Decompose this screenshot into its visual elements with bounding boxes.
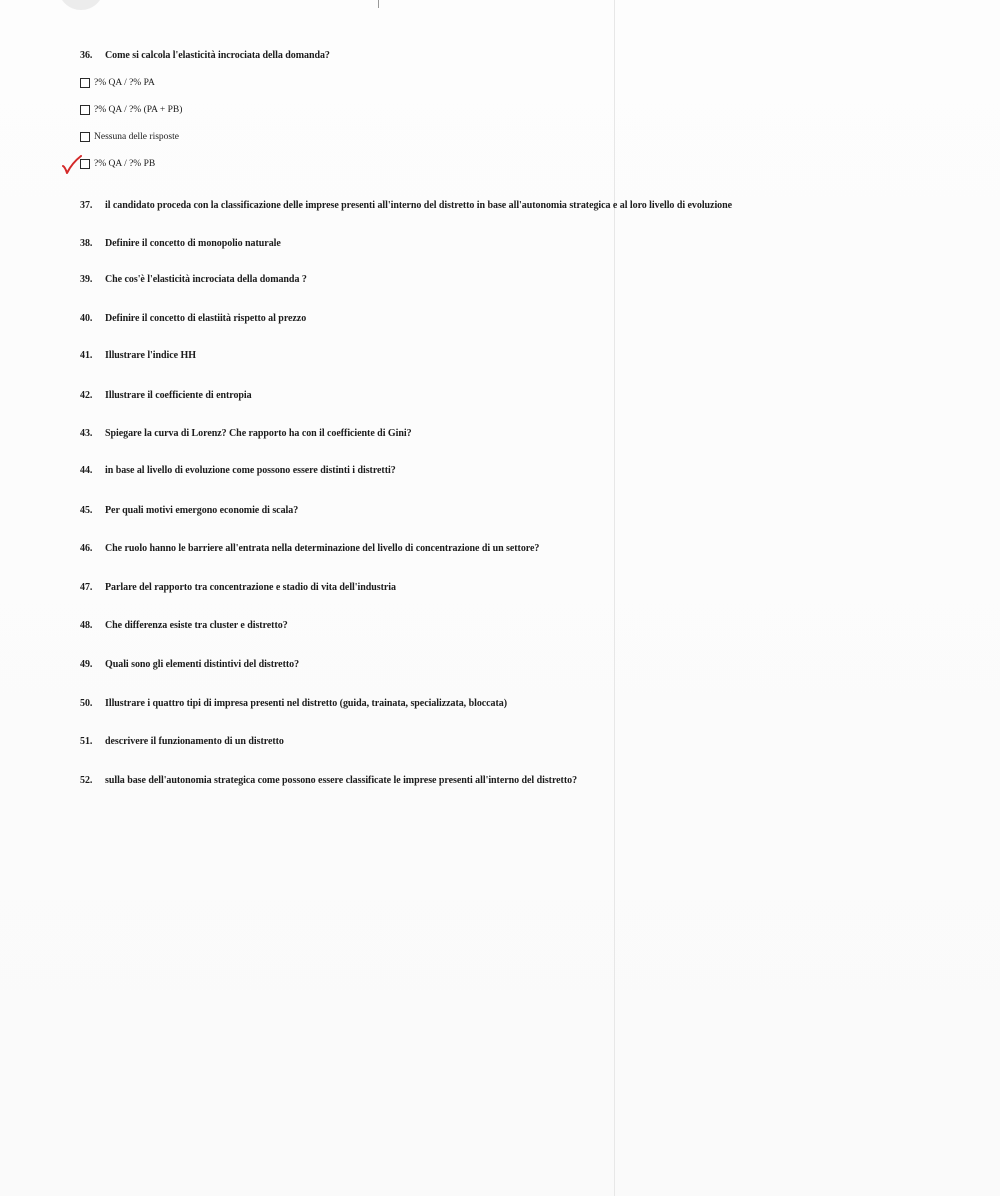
question-item	[80, 200, 732, 211]
question-number: 38.	[80, 238, 93, 249]
red-checkmark-icon	[62, 155, 82, 175]
question-item	[80, 428, 412, 439]
question-item	[80, 274, 307, 285]
question-text: descrivere il funzionamento di un distretto	[105, 736, 284, 747]
scan-fold-line	[614, 0, 615, 1196]
question-item	[80, 620, 288, 631]
question-item	[80, 698, 507, 709]
question-number: 51.	[80, 736, 93, 747]
option-1[interactable]	[80, 77, 155, 89]
question-item	[80, 350, 196, 361]
question-text: Quali sono gli elementi distintivi del distretto?	[105, 659, 300, 670]
question-text: Che ruolo hanno le barriere all'entrata nella determinazione del livello di concentrazione di un settore?	[105, 543, 540, 554]
question-text: Spiegare la curva di Lorenz? Che rapporto ha con il coefficiente di Gini?	[105, 428, 412, 439]
question-text: Parlare del rapporto tra concentrazione e stadio di vita dell'industria	[105, 582, 396, 593]
question-number: 50.	[80, 698, 93, 709]
question-number: 39.	[80, 274, 93, 285]
question-number: 41.	[80, 350, 93, 361]
question-text: Che differenza esiste tra cluster e distretto?	[105, 620, 288, 631]
question-item	[80, 736, 284, 747]
question-text: Definire il concetto di elastiità rispetto al prezzo	[105, 313, 307, 324]
question-text: sulla base dell'autonomia strategica come possono essere classificate le imprese presenti all'interno del distretto?	[105, 775, 578, 786]
option-label: ?% QA / ?% (PA + PB)	[94, 105, 183, 115]
question-number: 48.	[80, 620, 93, 631]
question-text: Come si calcola l'elasticità incrociata della domanda?	[105, 50, 330, 61]
question-item	[80, 659, 299, 670]
option-label: ?% QA / ?% PA	[94, 78, 155, 88]
question-number: 43.	[80, 428, 93, 439]
question-number: 37.	[80, 200, 93, 211]
question-number: 42.	[80, 390, 93, 401]
question-text: Illustrare il coefficiente di entropia	[105, 390, 252, 401]
option-label: ?% QA / ?% PB	[94, 159, 156, 169]
question-number: 46.	[80, 543, 93, 554]
question-item	[80, 775, 577, 786]
question-item	[80, 505, 298, 516]
option-4[interactable]	[80, 158, 155, 170]
question-item	[80, 543, 539, 554]
question-text: Che cos'è l'elasticità incrociata della domanda ?	[105, 274, 307, 285]
question-number: 47.	[80, 582, 93, 593]
checkbox-unchecked[interactable]	[80, 132, 90, 142]
question-item	[80, 238, 281, 249]
question-number: 45.	[80, 505, 93, 516]
checkbox-unchecked[interactable]	[80, 78, 90, 88]
question-number: 44.	[80, 465, 93, 476]
logo-fragment	[58, 0, 104, 10]
question-number: 52.	[80, 775, 93, 786]
option-3[interactable]	[80, 131, 179, 143]
question-text: Definire il concetto di monopolio naturale	[105, 238, 281, 249]
question-item	[80, 582, 396, 593]
option-label: Nessuna delle risposte	[94, 132, 179, 142]
question-item	[80, 390, 252, 401]
question-number: 49.	[80, 659, 93, 670]
question-number: 36.	[80, 50, 93, 61]
question-item	[80, 313, 306, 324]
question-text: Per quali motivi emergono economie di scala?	[105, 505, 299, 516]
question-36	[80, 50, 330, 61]
question-text: Illustrare l'indice HH	[105, 350, 196, 361]
question-text: il candidato proceda con la classificazione delle imprese presenti all'interno del distretto in base all'autonomia strategica e al loro livello di evoluzione	[105, 200, 733, 211]
question-item	[80, 465, 396, 476]
header-divider	[378, 0, 379, 8]
question-text: Illustrare i quattro tipi di impresa presenti nel distretto (guida, trainata, specializzata, bloccata)	[105, 698, 508, 709]
question-number: 40.	[80, 313, 93, 324]
option-2[interactable]	[80, 104, 182, 116]
checkbox-unchecked[interactable]	[80, 105, 90, 115]
question-text: in base al livello di evoluzione come possono essere distinti i distretti?	[105, 465, 396, 476]
